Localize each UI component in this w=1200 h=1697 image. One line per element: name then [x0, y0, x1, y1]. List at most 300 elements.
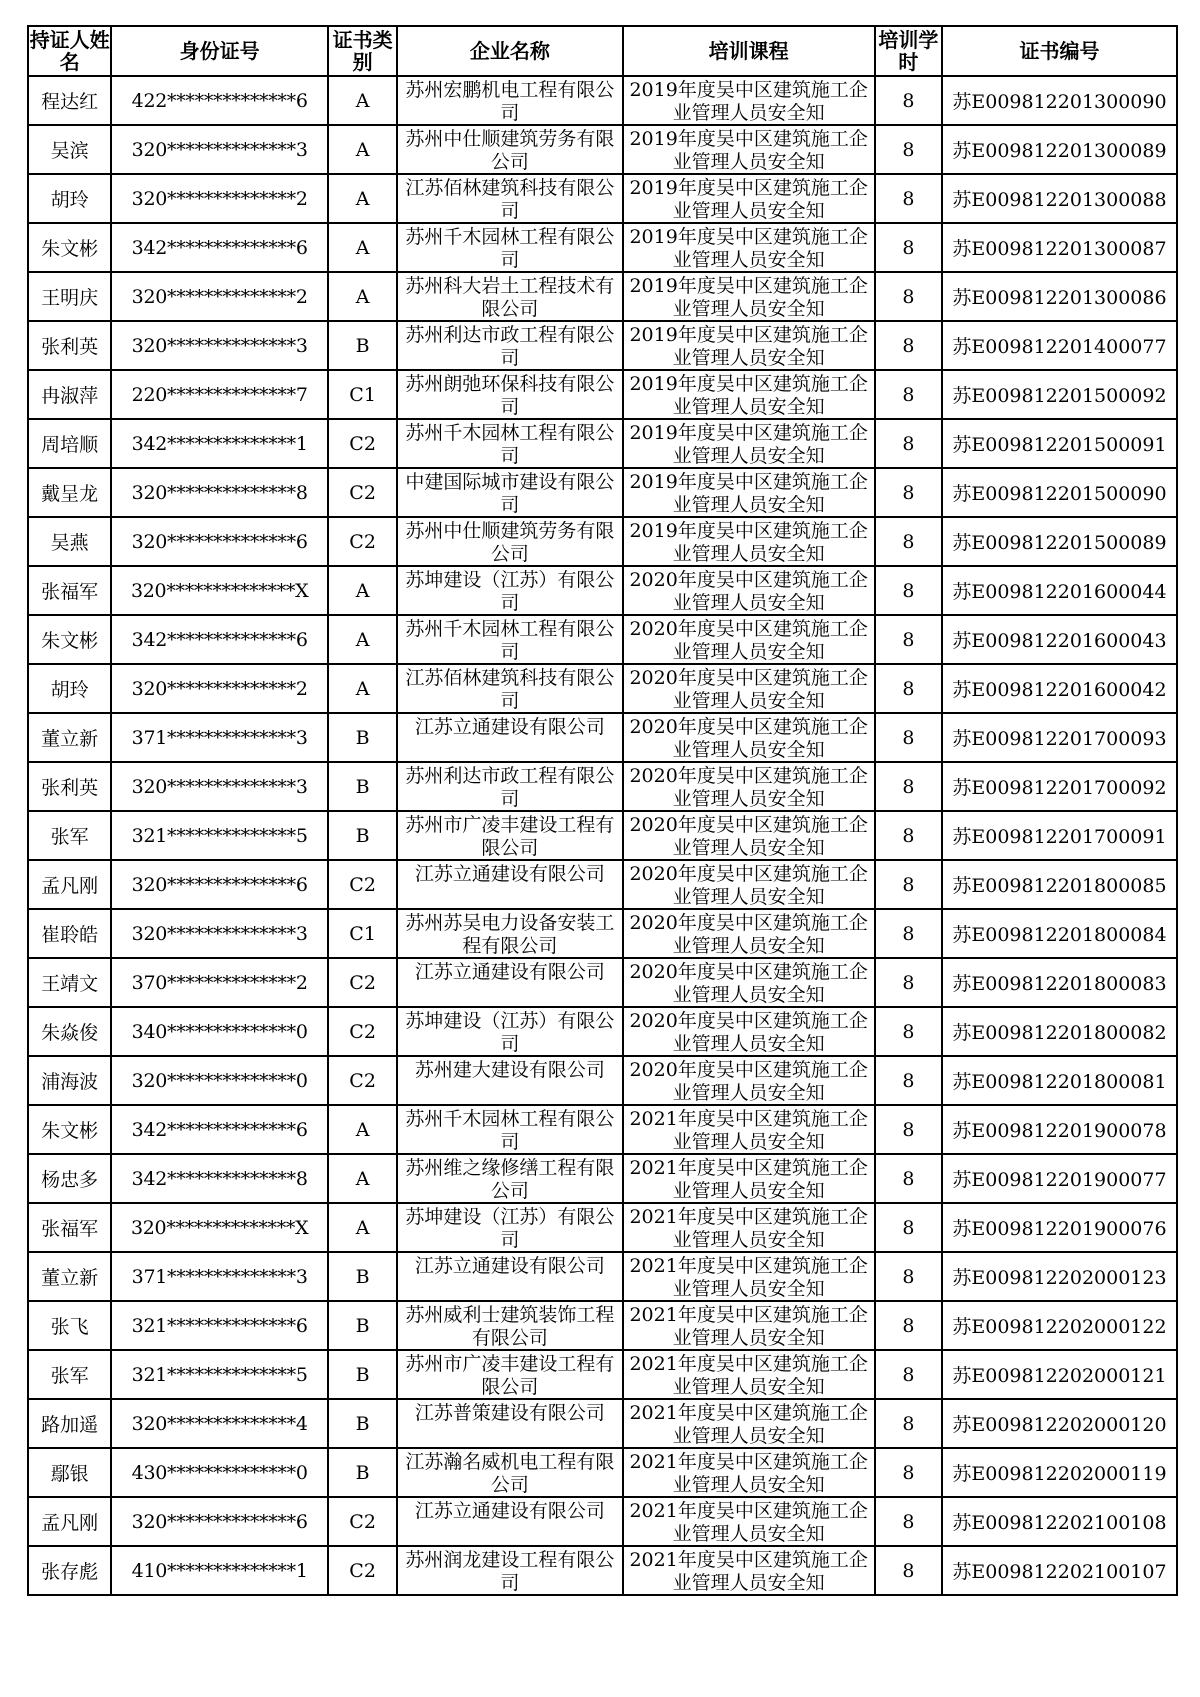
company-cell — [397, 321, 622, 370]
cert-type: B — [328, 1301, 397, 1350]
course-name: 2020年度吴中区建筑施工企业管理人员安全知 — [629, 764, 868, 810]
course-name: 2021年度吴中区建筑施工企业管理人员安全知 — [629, 1156, 868, 1202]
header-id-number: 身份证号 — [111, 26, 328, 76]
cert-type: A — [328, 1105, 397, 1154]
company-name: 苏州千木园林工程有限公司 — [405, 225, 615, 271]
holder-name: 王明庆 — [28, 272, 111, 321]
id-number: 342**************6 — [111, 223, 328, 272]
cert-type: B — [328, 1252, 397, 1301]
header-row — [28, 26, 1177, 76]
company-cell — [397, 566, 622, 615]
table-row — [28, 1007, 1177, 1056]
course-cell — [623, 1350, 875, 1399]
cert-type: A — [328, 566, 397, 615]
cert-number: 苏E009812201800084 — [942, 909, 1177, 958]
company-name: 苏坤建设（江苏）有限公司 — [405, 568, 615, 614]
table-row — [28, 174, 1177, 223]
course-name: 2021年度吴中区建筑施工企业管理人员安全知 — [629, 1205, 868, 1251]
course-name: 2021年度吴中区建筑施工企业管理人员安全知 — [629, 1450, 868, 1496]
holder-name: 张利英 — [28, 321, 111, 370]
cert-number: 苏E009812201300088 — [942, 174, 1177, 223]
training-hours: 8 — [875, 76, 942, 125]
holder-name: 路加遥 — [28, 1399, 111, 1448]
course-cell — [623, 272, 875, 321]
holder-name: 张军 — [28, 811, 111, 860]
table-row — [28, 1105, 1177, 1154]
cert-number: 苏E009812202000120 — [942, 1399, 1177, 1448]
holder-name: 程达红 — [28, 76, 111, 125]
id-number: 320**************2 — [111, 664, 328, 713]
table-row — [28, 1301, 1177, 1350]
training-hours: 8 — [875, 468, 942, 517]
course-cell — [623, 713, 875, 762]
training-hours: 8 — [875, 1154, 942, 1203]
company-name: 苏州科大岩土工程技术有限公司 — [405, 274, 615, 320]
cert-number: 苏E009812201400077 — [942, 321, 1177, 370]
course-cell — [623, 1007, 875, 1056]
company-cell — [397, 1203, 622, 1252]
training-hours: 8 — [875, 860, 942, 909]
course-name: 2019年度吴中区建筑施工企业管理人员安全知 — [629, 225, 868, 271]
course-cell — [623, 174, 875, 223]
course-name: 2020年度吴中区建筑施工企业管理人员安全知 — [629, 1058, 868, 1104]
company-name: 苏州朗弛环保科技有限公司 — [405, 372, 615, 418]
course-cell — [623, 664, 875, 713]
header-course: 培训课程 — [623, 26, 875, 76]
table-row — [28, 1350, 1177, 1399]
table-row — [28, 76, 1177, 125]
cert-number: 苏E009812201300086 — [942, 272, 1177, 321]
cert-type: A — [328, 615, 397, 664]
holder-name: 张福军 — [28, 566, 111, 615]
id-number: 321**************5 — [111, 1350, 328, 1399]
training-hours: 8 — [875, 272, 942, 321]
company-name: 江苏立通建设有限公司 — [414, 715, 605, 738]
table-row — [28, 419, 1177, 468]
id-number: 422**************6 — [111, 76, 328, 125]
cert-type: A — [328, 664, 397, 713]
id-number: 410**************1 — [111, 1546, 328, 1595]
id-number: 320**************6 — [111, 517, 328, 566]
holder-name: 董立新 — [28, 713, 111, 762]
course-name: 2019年度吴中区建筑施工企业管理人员安全知 — [629, 78, 868, 124]
training-hours: 8 — [875, 321, 942, 370]
cert-number: 苏E009812201600044 — [942, 566, 1177, 615]
course-name: 2019年度吴中区建筑施工企业管理人员安全知 — [629, 421, 868, 467]
certificate-table — [27, 25, 1178, 1596]
training-hours: 8 — [875, 1301, 942, 1350]
training-hours: 8 — [875, 419, 942, 468]
holder-name: 鄢银 — [28, 1448, 111, 1497]
company-name: 苏州利达市政工程有限公司 — [405, 764, 615, 810]
course-name: 2020年度吴中区建筑施工企业管理人员安全知 — [629, 862, 868, 908]
course-cell — [623, 1546, 875, 1595]
company-name: 苏州中仕顺建筑劳务有限公司 — [405, 127, 615, 173]
course-name: 2020年度吴中区建筑施工企业管理人员安全知 — [629, 813, 868, 859]
course-name: 2021年度吴中区建筑施工企业管理人员安全知 — [629, 1499, 868, 1545]
course-cell — [623, 468, 875, 517]
company-cell — [397, 223, 622, 272]
training-hours: 8 — [875, 1448, 942, 1497]
company-name: 中建国际城市建设有限公司 — [405, 470, 615, 516]
id-number: 320**************3 — [111, 909, 328, 958]
cert-type: C2 — [328, 1007, 397, 1056]
cert-number: 苏E009812201800083 — [942, 958, 1177, 1007]
training-hours: 8 — [875, 811, 942, 860]
training-hours: 8 — [875, 1105, 942, 1154]
course-cell — [623, 1252, 875, 1301]
holder-name: 朱文彬 — [28, 223, 111, 272]
holder-name: 张飞 — [28, 1301, 111, 1350]
course-cell — [623, 1105, 875, 1154]
header-cert-type: 证书类别 — [328, 26, 397, 76]
training-hours: 8 — [875, 958, 942, 1007]
holder-name: 孟凡刚 — [28, 860, 111, 909]
header-holder-name: 持证人姓名 — [29, 28, 110, 74]
holder-name: 杨忠多 — [28, 1154, 111, 1203]
company-cell — [397, 664, 622, 713]
company-cell — [397, 272, 622, 321]
training-hours: 8 — [875, 664, 942, 713]
holder-name: 朱文彬 — [28, 1105, 111, 1154]
cert-type: A — [328, 1154, 397, 1203]
id-number: 320**************6 — [111, 860, 328, 909]
company-name: 江苏普策建设有限公司 — [414, 1401, 605, 1424]
cert-number: 苏E009812201300089 — [942, 125, 1177, 174]
training-hours: 8 — [875, 1007, 942, 1056]
holder-name: 张军 — [28, 1350, 111, 1399]
company-name: 苏州威利士建筑装饰工程有限公司 — [405, 1303, 615, 1349]
company-cell — [397, 419, 622, 468]
cert-number: 苏E009812201800085 — [942, 860, 1177, 909]
course-name: 2020年度吴中区建筑施工企业管理人员安全知 — [629, 960, 868, 1006]
cert-number: 苏E009812201500092 — [942, 370, 1177, 419]
cert-type: A — [328, 125, 397, 174]
company-name: 苏州千木园林工程有限公司 — [405, 617, 615, 663]
course-cell — [623, 1448, 875, 1497]
cert-type: C2 — [328, 860, 397, 909]
table-row — [28, 713, 1177, 762]
cert-number: 苏E009812201600043 — [942, 615, 1177, 664]
cert-type: A — [328, 76, 397, 125]
table-row — [28, 860, 1177, 909]
table-row — [28, 664, 1177, 713]
holder-name: 胡玲 — [28, 664, 111, 713]
id-number: 320**************3 — [111, 321, 328, 370]
course-name: 2020年度吴中区建筑施工企业管理人员安全知 — [629, 911, 868, 957]
company-cell — [397, 1350, 622, 1399]
course-name: 2020年度吴中区建筑施工企业管理人员安全知 — [629, 666, 868, 712]
company-cell — [397, 517, 622, 566]
training-hours: 8 — [875, 1252, 942, 1301]
holder-name: 张福军 — [28, 1203, 111, 1252]
holder-name: 吴燕 — [28, 517, 111, 566]
cert-type: A — [328, 223, 397, 272]
training-hours: 8 — [875, 713, 942, 762]
course-cell — [623, 125, 875, 174]
company-cell — [397, 860, 622, 909]
course-cell — [623, 811, 875, 860]
training-hours: 8 — [875, 223, 942, 272]
course-name: 2019年度吴中区建筑施工企业管理人员安全知 — [629, 127, 868, 173]
header-company: 企业名称 — [397, 26, 622, 76]
training-hours: 8 — [875, 1497, 942, 1546]
cert-type: A — [328, 1203, 397, 1252]
course-name: 2019年度吴中区建筑施工企业管理人员安全知 — [629, 176, 868, 222]
training-hours: 8 — [875, 1399, 942, 1448]
training-hours: 8 — [875, 517, 942, 566]
course-name: 2019年度吴中区建筑施工企业管理人员安全知 — [629, 323, 868, 369]
company-name: 苏州维之缘修缮工程有限公司 — [405, 1156, 615, 1202]
holder-name: 朱焱俊 — [28, 1007, 111, 1056]
cert-number: 苏E009812201900077 — [942, 1154, 1177, 1203]
company-cell — [397, 713, 622, 762]
course-cell — [623, 1301, 875, 1350]
table-row — [28, 1399, 1177, 1448]
company-cell — [397, 1154, 622, 1203]
cert-number: 苏E009812201300090 — [942, 76, 1177, 125]
course-name: 2019年度吴中区建筑施工企业管理人员安全知 — [629, 274, 868, 320]
course-name: 2020年度吴中区建筑施工企业管理人员安全知 — [629, 617, 868, 663]
table-row — [28, 811, 1177, 860]
holder-name: 胡玲 — [28, 174, 111, 223]
cert-type: C2 — [328, 1056, 397, 1105]
cert-type: C2 — [328, 468, 397, 517]
cert-number: 苏E009812201800082 — [942, 1007, 1177, 1056]
company-cell — [397, 1448, 622, 1497]
company-cell — [397, 762, 622, 811]
id-number: 321**************5 — [111, 811, 328, 860]
company-cell — [397, 1399, 622, 1448]
cert-number: 苏E009812201800081 — [942, 1056, 1177, 1105]
table-row — [28, 1203, 1177, 1252]
cert-number: 苏E009812201500090 — [942, 468, 1177, 517]
holder-name: 周培顺 — [28, 419, 111, 468]
holder-name: 张存彪 — [28, 1546, 111, 1595]
table-row — [28, 370, 1177, 419]
company-cell — [397, 1105, 622, 1154]
company-cell — [397, 1252, 622, 1301]
table-row — [28, 1497, 1177, 1546]
course-cell — [623, 762, 875, 811]
id-number: 320**************8 — [111, 468, 328, 517]
holder-name: 冉淑萍 — [28, 370, 111, 419]
course-cell — [623, 615, 875, 664]
cert-number: 苏E009812201900078 — [942, 1105, 1177, 1154]
holder-name: 戴呈龙 — [28, 468, 111, 517]
holder-name: 浦海波 — [28, 1056, 111, 1105]
cert-type: C1 — [328, 370, 397, 419]
id-number: 342**************8 — [111, 1154, 328, 1203]
course-name: 2021年度吴中区建筑施工企业管理人员安全知 — [629, 1548, 868, 1594]
cert-type: B — [328, 811, 397, 860]
training-hours: 8 — [875, 370, 942, 419]
table-row — [28, 1448, 1177, 1497]
table-row — [28, 1056, 1177, 1105]
cert-number: 苏E009812201500091 — [942, 419, 1177, 468]
cert-type: B — [328, 1350, 397, 1399]
holder-name: 吴滨 — [28, 125, 111, 174]
table-row — [28, 958, 1177, 1007]
training-hours: 8 — [875, 1546, 942, 1595]
company-cell — [397, 1301, 622, 1350]
table-row — [28, 223, 1177, 272]
id-number: 371**************3 — [111, 713, 328, 762]
company-cell — [397, 1056, 622, 1105]
company-name: 江苏立通建设有限公司 — [414, 1499, 605, 1522]
course-cell — [623, 517, 875, 566]
company-name: 苏州中仕顺建筑劳务有限公司 — [405, 519, 615, 565]
cert-number: 苏E009812202000121 — [942, 1350, 1177, 1399]
id-number: 342**************1 — [111, 419, 328, 468]
company-name: 江苏瀚名威机电工程有限公司 — [405, 1450, 615, 1496]
course-cell — [623, 958, 875, 1007]
company-name: 苏州市广凌丰建设工程有限公司 — [405, 1352, 615, 1398]
course-name: 2021年度吴中区建筑施工企业管理人员安全知 — [629, 1352, 868, 1398]
table-row — [28, 762, 1177, 811]
cert-number: 苏E009812202100107 — [942, 1546, 1177, 1595]
course-cell — [623, 860, 875, 909]
company-name: 苏州利达市政工程有限公司 — [405, 323, 615, 369]
cert-number: 苏E009812201900076 — [942, 1203, 1177, 1252]
table-row — [28, 1154, 1177, 1203]
table-row — [28, 468, 1177, 517]
company-cell — [397, 174, 622, 223]
course-name: 2020年度吴中区建筑施工企业管理人员安全知 — [629, 1009, 868, 1055]
id-number: 321**************6 — [111, 1301, 328, 1350]
id-number: 371**************3 — [111, 1252, 328, 1301]
company-name: 江苏立通建设有限公司 — [414, 960, 605, 983]
id-number: 370**************2 — [111, 958, 328, 1007]
company-cell — [397, 468, 622, 517]
course-name: 2021年度吴中区建筑施工企业管理人员安全知 — [629, 1401, 868, 1447]
cert-number: 苏E009812201700093 — [942, 713, 1177, 762]
company-cell — [397, 76, 622, 125]
header-cert-number: 证书编号 — [942, 26, 1177, 76]
holder-name: 崔聆皓 — [28, 909, 111, 958]
company-name: 苏坤建设（江苏）有限公司 — [405, 1205, 615, 1251]
company-name: 苏州千木园林工程有限公司 — [405, 421, 615, 467]
company-name: 苏州市广凌丰建设工程有限公司 — [405, 813, 615, 859]
company-name: 江苏立通建设有限公司 — [414, 1254, 605, 1277]
table-body — [28, 76, 1177, 1595]
id-number: 320**************4 — [111, 1399, 328, 1448]
cert-type: C2 — [328, 1546, 397, 1595]
table-row — [28, 566, 1177, 615]
company-cell — [397, 1497, 622, 1546]
company-cell — [397, 125, 622, 174]
table-row — [28, 615, 1177, 664]
company-cell — [397, 811, 622, 860]
course-name: 2021年度吴中区建筑施工企业管理人员安全知 — [629, 1303, 868, 1349]
id-number: 320**************2 — [111, 174, 328, 223]
cert-number: 苏E009812201700091 — [942, 811, 1177, 860]
holder-name: 董立新 — [28, 1252, 111, 1301]
id-number: 320**************0 — [111, 1056, 328, 1105]
course-name: 2019年度吴中区建筑施工企业管理人员安全知 — [629, 470, 868, 516]
id-number: 342**************6 — [111, 615, 328, 664]
table-row — [28, 125, 1177, 174]
cert-type: B — [328, 713, 397, 762]
cert-number: 苏E009812201700092 — [942, 762, 1177, 811]
company-name: 苏州苏吴电力设备安装工程有限公司 — [405, 911, 615, 957]
training-hours: 8 — [875, 1203, 942, 1252]
table-row — [28, 272, 1177, 321]
company-cell — [397, 370, 622, 419]
cert-type: C2 — [328, 958, 397, 1007]
company-cell — [397, 615, 622, 664]
company-cell — [397, 958, 622, 1007]
course-cell — [623, 1399, 875, 1448]
cert-number: 苏E009812202000122 — [942, 1301, 1177, 1350]
holder-name: 张利英 — [28, 762, 111, 811]
course-cell — [623, 370, 875, 419]
id-number: 220**************7 — [111, 370, 328, 419]
company-name: 苏州宏鹏机电工程有限公司 — [405, 78, 615, 124]
training-hours: 8 — [875, 1350, 942, 1399]
id-number: 320**************X — [111, 1203, 328, 1252]
training-hours: 8 — [875, 1056, 942, 1105]
course-name: 2021年度吴中区建筑施工企业管理人员安全知 — [629, 1254, 868, 1300]
id-number: 320**************2 — [111, 272, 328, 321]
table-row — [28, 321, 1177, 370]
cert-type: C2 — [328, 1497, 397, 1546]
training-hours: 8 — [875, 174, 942, 223]
cert-type: B — [328, 321, 397, 370]
training-hours: 8 — [875, 566, 942, 615]
company-name: 苏州润龙建设工程有限公司 — [405, 1548, 615, 1594]
id-number: 320**************3 — [111, 762, 328, 811]
course-cell — [623, 1056, 875, 1105]
cert-type: B — [328, 1399, 397, 1448]
company-cell — [397, 1007, 622, 1056]
course-name: 2021年度吴中区建筑施工企业管理人员安全知 — [629, 1107, 868, 1153]
table-row — [28, 909, 1177, 958]
course-cell — [623, 1154, 875, 1203]
company-name: 江苏佰林建筑科技有限公司 — [405, 666, 615, 712]
course-cell — [623, 419, 875, 468]
id-number: 342**************6 — [111, 1105, 328, 1154]
id-number: 320**************3 — [111, 125, 328, 174]
cert-type: C2 — [328, 419, 397, 468]
id-number: 340**************0 — [111, 1007, 328, 1056]
id-number: 430**************0 — [111, 1448, 328, 1497]
course-cell — [623, 76, 875, 125]
training-hours: 8 — [875, 615, 942, 664]
cert-number: 苏E009812202000123 — [942, 1252, 1177, 1301]
cert-number: 苏E009812201500089 — [942, 517, 1177, 566]
cert-type: C2 — [328, 517, 397, 566]
course-name: 2020年度吴中区建筑施工企业管理人员安全知 — [629, 715, 868, 761]
course-cell — [623, 321, 875, 370]
cert-number: 苏E009812202000119 — [942, 1448, 1177, 1497]
course-cell — [623, 223, 875, 272]
company-cell — [397, 909, 622, 958]
cert-number: 苏E009812201300087 — [942, 223, 1177, 272]
company-name: 苏州建大建设有限公司 — [414, 1058, 605, 1081]
cert-number: 苏E009812202100108 — [942, 1497, 1177, 1546]
header-hours: 培训学时 — [875, 26, 942, 76]
holder-name: 孟凡刚 — [28, 1497, 111, 1546]
table-row — [28, 1546, 1177, 1595]
course-cell — [623, 1203, 875, 1252]
company-name: 江苏佰林建筑科技有限公司 — [405, 176, 615, 222]
cert-type: B — [328, 1448, 397, 1497]
company-name: 江苏立通建设有限公司 — [414, 862, 605, 885]
holder-name: 王靖文 — [28, 958, 111, 1007]
id-number: 320**************X — [111, 566, 328, 615]
table-row — [28, 517, 1177, 566]
